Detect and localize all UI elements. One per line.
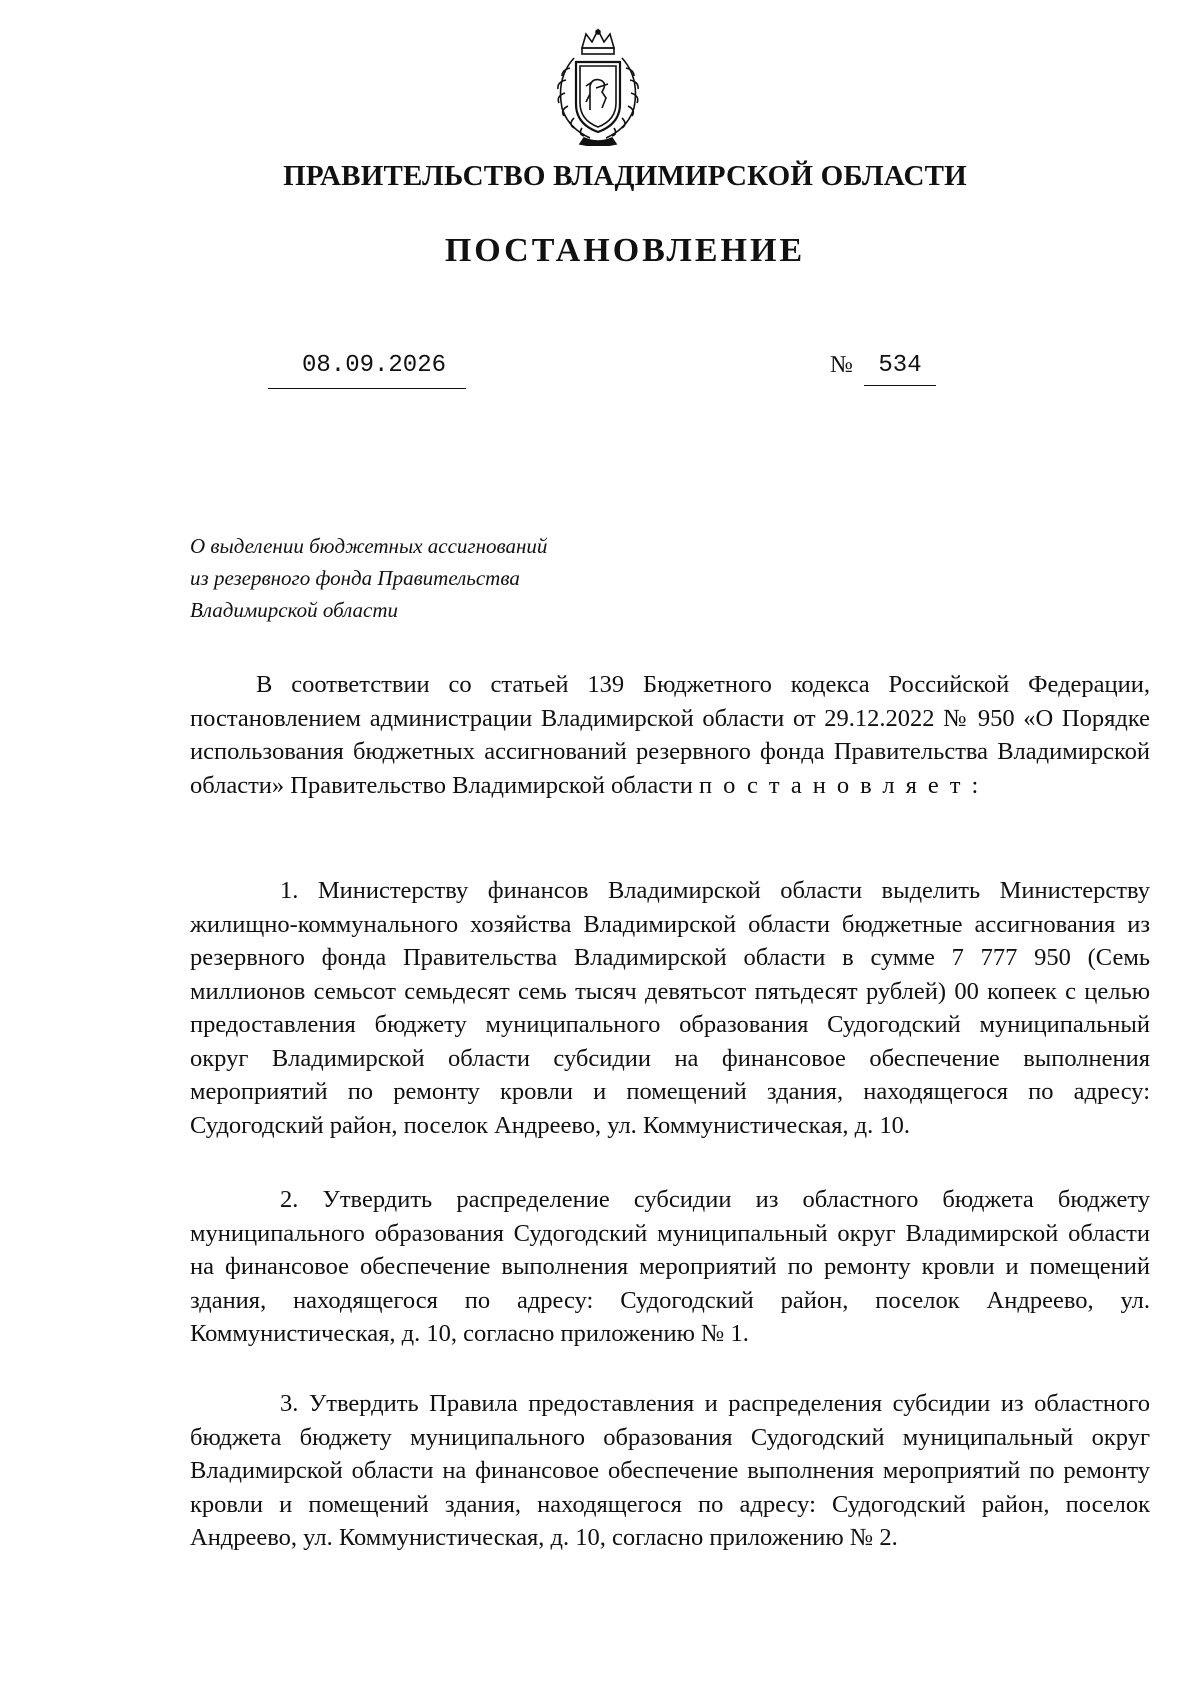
clause-3: 3. Утвердить Правила предоставления и распределения субсидии из областного бюджета бюджету муниципального образования Судогодский муниципальный округ Владимирской области на финансовое обеспечение выполнения мероприятий по ремонту кровли и помещений здания, находящегося по адресу: Судогодский район, поселок Андреево, ул. Коммунистическая, д. 10, согласно приложению № 2. — [190, 1390, 1150, 1551]
preamble-paragraph — [190, 668, 1150, 802]
document-type-title: ПОСТАНОВЛЕНИЕ — [444, 232, 806, 269]
subject-line: Владимирской области — [190, 598, 399, 622]
number-sign: № — [830, 352, 853, 378]
government-title: ПРАВИТЕЛЬСТВО ВЛАДИМИРСКОЙ ОБЛАСТИ — [283, 160, 967, 192]
subject-line: из резервного фонда Правительства — [190, 566, 520, 590]
clause-2: 2. Утвердить распределение субсидии из областного бюджета бюджету муниципального образования Судогодский муниципальный округ Владимирской области на финансовое обеспечение выполнения мероприятий по ремонту кровли и помещений здания, находящегося по адресу: Судогодский район, поселок Андреево, ул. Коммунистическая, д. 10, согласно приложению № 1. — [190, 1186, 1150, 1347]
clause-1: 1. Министерству финансов Владимирской области выделить Министерству жилищно-коммунального хозяйства Владимирской области бюджетные ассигнования из резервного фонда Правительства Владимирской области в сумме 7 777 950 (Семь миллионов семьсот семьдесят семь тысяч девятьсот пятьдесят рублей) 00 копеек с целью предоставления бюджету муниципального образования Судогодский муниципальный округ Владимирской области субсидии на финансовое обеспечение выполнения мероприятий по ремонту кровли и помещений здания, находящегося по адресу: Судогодский район, поселок Андреево, ул. Коммунистическая, д. 10. — [190, 877, 1150, 1139]
document-number: 534 — [878, 352, 922, 379]
date-underline — [268, 388, 466, 389]
number-underline — [864, 385, 936, 386]
subject-line: О выделении бюджетных ассигнований — [190, 534, 548, 558]
coat-of-arms-icon — [546, 28, 650, 146]
document-date: 08.09.2026 — [301, 352, 447, 379]
preamble-text: В соответствии со статьей 139 Бюджетного кодекса Российской Федерации, постановлением администрации Владимирской области от 29.12.2022 № 950 «О Порядке использования бюджетных ассигнований резервного фонда Правительства Владимирской области» Правительство Владимирской области — [190, 671, 1150, 799]
decree-word: постановляет: — [699, 771, 990, 799]
document-subject — [190, 530, 750, 626]
